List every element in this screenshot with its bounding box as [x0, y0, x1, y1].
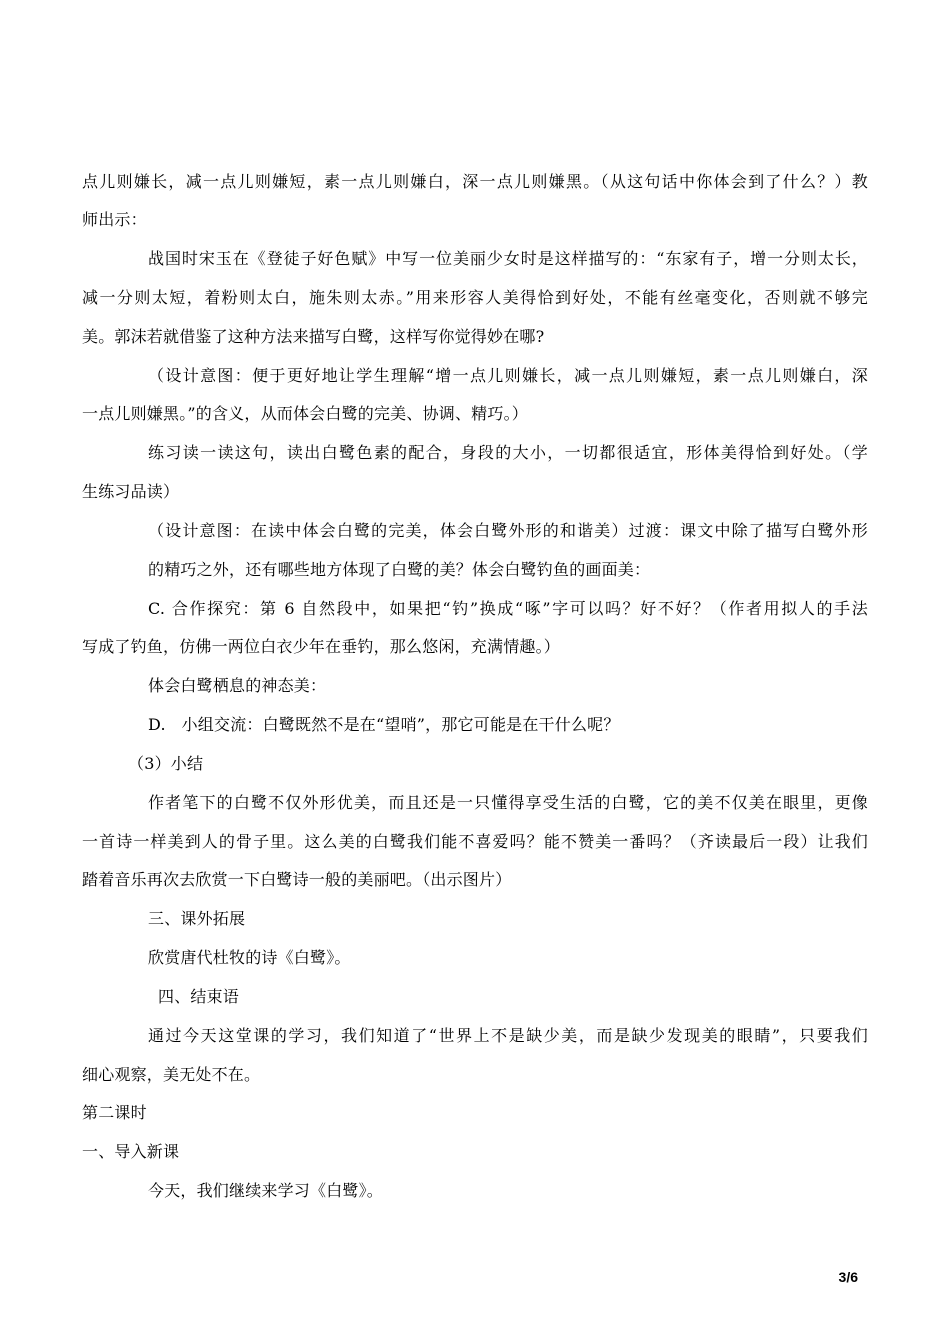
text-line: 踏着音乐再次去欣赏一下白鹭诗一般的美丽吧。（出示图片）	[82, 870, 512, 889]
text-line: 欣赏唐代杜牧的诗《白鹭》。	[148, 948, 351, 967]
text-line: 体会白鹭栖息的神态美：	[148, 676, 327, 695]
text-line: 写成了钓鱼，仿佛一两位白衣少年在垂钓，那么悠闲，充满情趣。）	[82, 637, 561, 656]
text-line: 减一分则太短，着粉则太白，施朱则太赤。”用来形容人美得恰到好处，不能有丝毫变化，否则就不够完	[82, 288, 868, 307]
text-line: （设计意图：便于更好地让学生理解“增一点儿则嫌长，减一点儿则嫌短，素一点儿则嫌白，深	[148, 366, 868, 385]
text-line: 战国时宋玉在《登徒子好色赋》中写一位美丽少女时是这样描写的：“东家有子，增一分则太长，	[148, 249, 868, 268]
text-line: 师出示：	[82, 210, 147, 229]
text-line: 练习读一读这句，读出白鹭色素的配合，身段的大小，一切都很适宜，形体美得恰到好处。（学	[148, 443, 868, 462]
page-number: 3/6	[838, 1269, 858, 1285]
text-line: 美。郭沫若就借鉴了这种方法来描写白鹭，这样写你觉得妙在哪?	[82, 327, 545, 346]
text-line: 一首诗一样美到人的骨子里。这么美的白鹭我们能不喜爱吗？能不赞美一番吗？（齐读最后一段）让我们	[82, 832, 868, 851]
text-line: （设计意图：在读中体会白鹭的完美，体会白鹭外形的和谐美）过渡：课文中除了描写白鹭外形	[148, 521, 868, 540]
section-heading: 三、课外拓展	[148, 909, 246, 928]
text-line: 的精巧之外，还有哪些地方体现了白鹭的美？体会白鹭钓鱼的画面美：	[148, 560, 651, 579]
text-line: C. 合作探究：第 6 自然段中，如果把“钓”换成“啄”字可以吗？好不好？（作者用拟人的手法	[148, 599, 868, 618]
text-line: 通过今天这堂课的学习，我们知道了“世界上不是缺少美，而是缺少发现美的眼睛”，只要我们	[148, 1026, 868, 1045]
section-heading: （3）小结	[128, 754, 204, 773]
section-heading: 第二课时	[82, 1103, 147, 1122]
text-line: 今天，我们继续来学习《白鹭》。	[148, 1181, 384, 1200]
section-heading: 四、结束语	[158, 987, 240, 1006]
text-line: 生练习品读）	[82, 482, 180, 501]
text-line: 细心观察，美无处不在。	[82, 1065, 261, 1084]
text-line: 一点儿则嫌黑。”的含义，从而体会白鹭的完美、协调、精巧。）	[82, 404, 528, 423]
text-line: D. 小组交流：白鹭既然不是在“望哨”，那它可能是在干什么呢？	[148, 715, 620, 734]
section-heading: 一、导入新课	[82, 1142, 180, 1161]
text-line: 作者笔下的白鹭不仅外形优美，而且还是一只懂得享受生活的白鹭，它的美不仅美在眼里，更像	[148, 793, 868, 812]
text-line: 点儿则嫌长，减一点儿则嫌短，素一点儿则嫌白，深一点儿则嫌黑。（从这句话中你体会到了什么？）教	[82, 172, 868, 191]
